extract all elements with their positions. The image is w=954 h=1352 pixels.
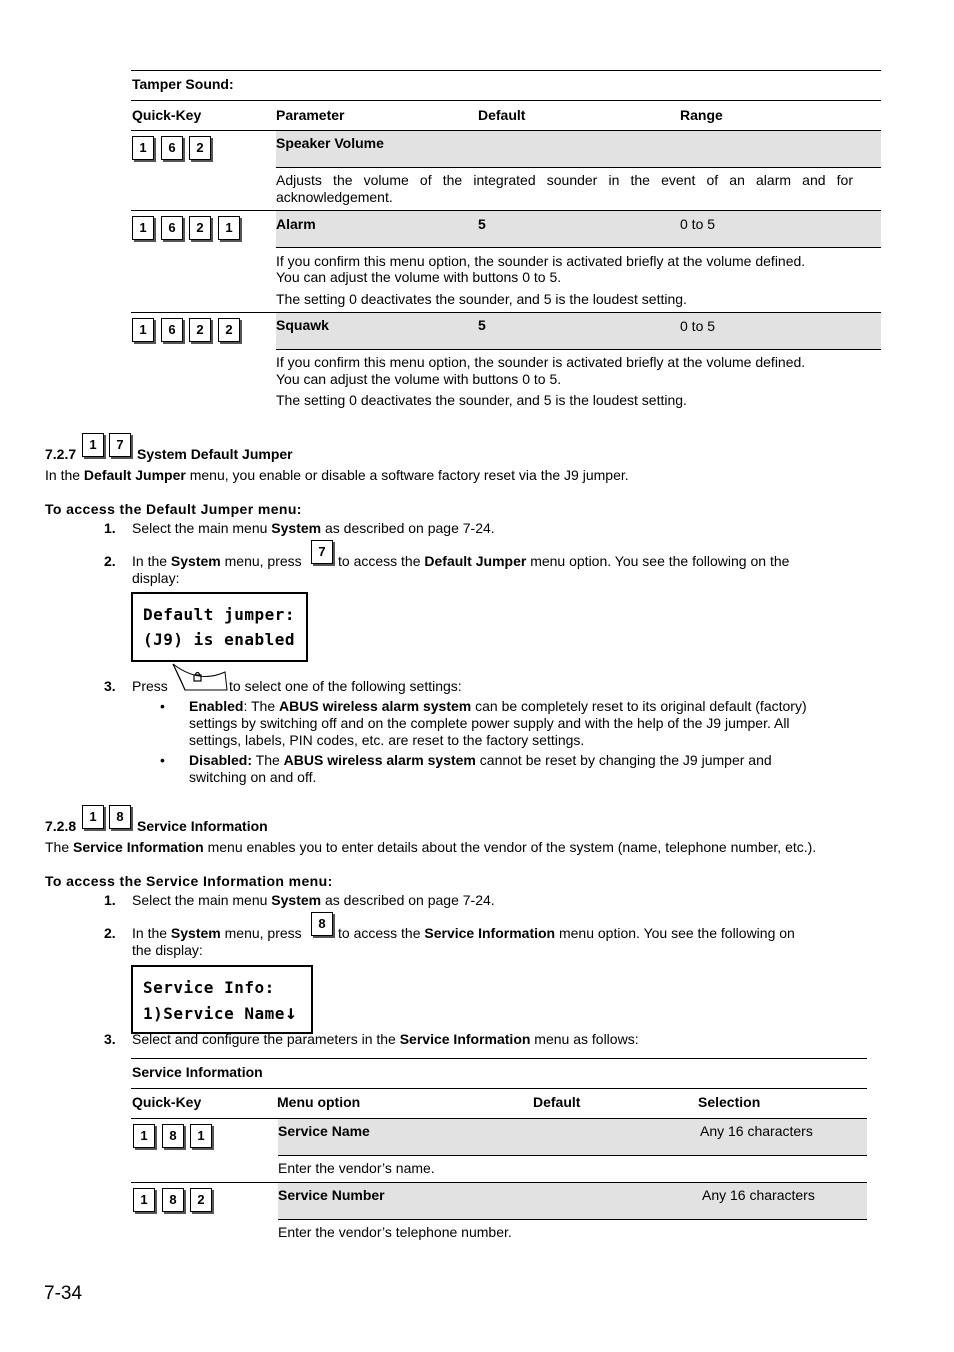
step-number: 2. bbox=[104, 553, 116, 569]
menu-option-description: Enter the vendor’s name. bbox=[278, 1160, 435, 1176]
section-number: 7.2.7 bbox=[45, 446, 77, 462]
column-header-range: Range bbox=[680, 107, 723, 123]
quick-key: 2 bbox=[189, 216, 211, 240]
lcd-display bbox=[131, 965, 313, 1034]
bullet-text: settings by switching off and on the complete power supply and with the help of the J9 jumper. All bbox=[189, 715, 790, 731]
table-rule bbox=[131, 1088, 867, 1089]
page-number: 7-34 bbox=[44, 1283, 83, 1304]
parameter-description: Adjusts the volume of the integrated sounder in the event of an alarm and for bbox=[276, 172, 853, 188]
parameter-default: 5 bbox=[478, 216, 486, 232]
quick-key: 8 bbox=[162, 1124, 184, 1148]
step-text: to access the Service Information menu option. You see the following on bbox=[338, 925, 795, 941]
quick-key: 6 bbox=[161, 136, 183, 160]
step-number: 1. bbox=[104, 892, 116, 908]
row-shading bbox=[276, 313, 881, 350]
bullet-text: switching on and off. bbox=[189, 769, 317, 785]
row-shading bbox=[276, 211, 881, 248]
quick-key: 7 bbox=[311, 540, 333, 564]
parameter-description: The setting 0 deactivates the sounder, and 5 is the loudest setting. bbox=[276, 392, 687, 408]
step-text: to select one of the following settings: bbox=[229, 678, 462, 694]
step-text: display: bbox=[132, 570, 180, 586]
quick-key: 1 bbox=[190, 1124, 212, 1148]
parameter-description: The setting 0 deactivates the sounder, and 5 is the loudest setting. bbox=[276, 291, 687, 307]
quick-key: 1 bbox=[218, 216, 240, 240]
quick-key: 8 bbox=[109, 805, 131, 829]
step-text: In the System menu, press bbox=[132, 553, 302, 569]
menu-option-name: Service Name bbox=[278, 1123, 370, 1139]
bullet-icon: • bbox=[160, 698, 165, 714]
column-header-quick-key: Quick-Key bbox=[132, 107, 202, 123]
step-number: 3. bbox=[104, 678, 116, 694]
table-top-rule bbox=[131, 1058, 867, 1059]
section-intro: In the Default Jumper menu, you enable or disable a software factory reset via the J9 jumper. bbox=[45, 467, 629, 483]
quick-key: 2 bbox=[189, 136, 211, 160]
lcd-line: Service Info: bbox=[143, 978, 275, 997]
quick-key: 2 bbox=[190, 1188, 212, 1212]
section-title: Service Information bbox=[137, 818, 268, 834]
quick-key: 6 bbox=[161, 318, 183, 342]
parameter-description: acknowledgement. bbox=[276, 189, 393, 205]
lcd-line: (J9) is enabled bbox=[143, 630, 295, 649]
bullet-text: settings, labels, PIN codes, etc. are reset to the factory settings. bbox=[189, 732, 585, 748]
step-text: Select and configure the parameters in the Service Information menu as follows: bbox=[132, 1031, 639, 1047]
parameter-description: If you confirm this menu option, the sounder is activated briefly at the volume defined. bbox=[276, 253, 806, 269]
section-title: System Default Jumper bbox=[137, 446, 293, 462]
bullet-icon: • bbox=[160, 752, 165, 768]
table-rule bbox=[131, 100, 881, 101]
quick-key: 1 bbox=[132, 318, 154, 342]
quick-key: 7 bbox=[109, 433, 131, 457]
step-text: In the System menu, press bbox=[132, 925, 302, 941]
column-header-selection: Selection bbox=[698, 1094, 761, 1110]
column-header-parameter: Parameter bbox=[276, 107, 345, 123]
parameter-default: 5 bbox=[478, 317, 486, 333]
access-heading: To access the Default Jumper menu: bbox=[45, 501, 302, 517]
quick-key: 8 bbox=[162, 1188, 184, 1212]
parameter-description: You can adjust the volume with buttons 0 to 5. bbox=[276, 371, 562, 387]
quick-key: 1 bbox=[82, 433, 104, 457]
menu-option-selection: Any 16 characters bbox=[700, 1123, 813, 1139]
quick-key: 2 bbox=[189, 318, 211, 342]
step-number: 3. bbox=[104, 1031, 116, 1047]
lcd-line: 1)Service Name↓ bbox=[143, 1000, 298, 1024]
step-text: Select the main menu System as described on page 7-24. bbox=[132, 892, 495, 908]
quick-key: 1 bbox=[133, 1188, 155, 1212]
quick-key: 6 bbox=[161, 216, 183, 240]
menu-option-name: Service Number bbox=[278, 1187, 385, 1203]
quick-key: 1 bbox=[132, 136, 154, 160]
table-title: Service Information bbox=[132, 1064, 263, 1080]
parameter-description: If you confirm this menu option, the sounder is activated briefly at the volume defined. bbox=[276, 354, 806, 370]
parameter-name: Squawk bbox=[276, 317, 329, 333]
bullet-text: Enabled: The ABUS wireless alarm system can be completely reset to its original default (factory) bbox=[189, 698, 807, 714]
parameter-range: 0 to 5 bbox=[680, 318, 716, 334]
access-heading: To access the Service Information menu: bbox=[45, 873, 333, 889]
column-header-default: Default bbox=[533, 1094, 581, 1110]
column-header-default: Default bbox=[478, 107, 526, 123]
step-text: to access the Default Jumper menu option. You see the following on the bbox=[338, 553, 790, 569]
section-intro: The Service Information menu enables you to enter details about the vendor of the system (name, telephone number, etc.). bbox=[45, 839, 817, 855]
quick-key: 8 bbox=[311, 912, 333, 936]
navigation-key-icon bbox=[171, 662, 229, 692]
step-text: Press bbox=[132, 678, 168, 694]
table-title: Tamper Sound: bbox=[132, 76, 234, 92]
section-number: 7.2.8 bbox=[45, 818, 77, 834]
quick-key: 1 bbox=[133, 1124, 155, 1148]
lcd-line: Default jumper: bbox=[143, 605, 295, 624]
lcd-display bbox=[131, 592, 308, 662]
bullet-text: Disabled: The ABUS wireless alarm system cannot be reset by changing the J9 jumper and bbox=[189, 752, 772, 768]
step-text: Select the main menu System as described on page 7-24. bbox=[132, 520, 495, 536]
quick-key: 1 bbox=[132, 216, 154, 240]
parameter-name: Speaker Volume bbox=[276, 135, 384, 151]
table-top-rule bbox=[131, 70, 881, 71]
parameter-description: You can adjust the volume with buttons 0 to 5. bbox=[276, 269, 562, 285]
parameter-name: Alarm bbox=[276, 216, 316, 232]
quick-key: 1 bbox=[82, 805, 104, 829]
column-header-quick-key: Quick-Key bbox=[132, 1094, 202, 1110]
menu-option-selection: Any 16 characters bbox=[702, 1187, 815, 1203]
menu-option-description: Enter the vendor’s telephone number. bbox=[278, 1224, 512, 1240]
step-number: 1. bbox=[104, 520, 116, 536]
arrow-down-icon: ↓ bbox=[284, 1000, 298, 1024]
step-number: 2. bbox=[104, 925, 116, 941]
parameter-range: 0 to 5 bbox=[680, 216, 716, 232]
column-header-menu-option: Menu option bbox=[277, 1094, 361, 1110]
step-text: the display: bbox=[132, 942, 203, 958]
quick-key: 2 bbox=[218, 318, 240, 342]
